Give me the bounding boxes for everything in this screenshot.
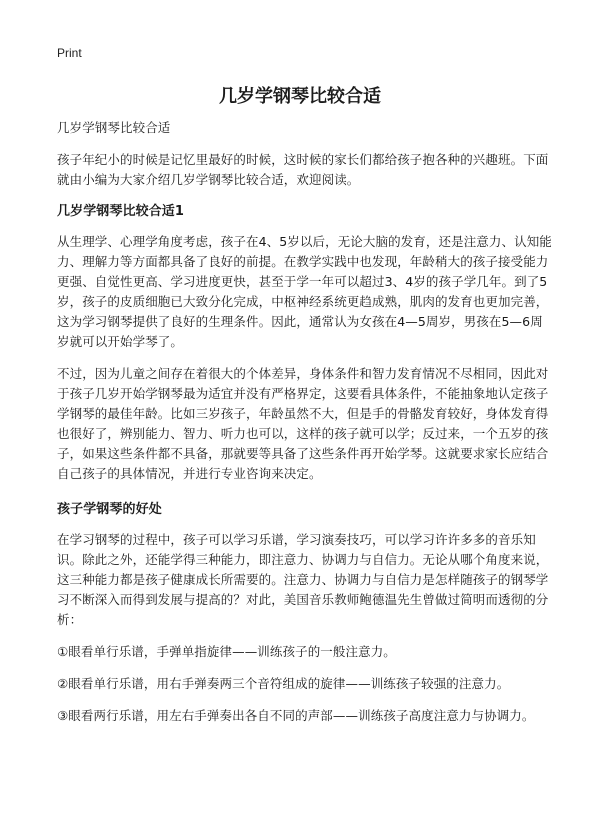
intro-paragraph: 孩子年纪小的时候是记忆里最好的时候，这时候的家长们都给孩子抱各种的兴趣班。下面就由小编为大家介绍几岁学钢琴比较合适，欢迎阅读。 [57, 152, 549, 187]
benefits-list-item-2: ②眼看单行乐谱，用右手弹奏两三个音符组成的旋律——训练孩子较强的注意力。 [57, 676, 510, 691]
benefits-paragraph-1: 在学习钢琴的过程中，孩子可以学习乐谱，学习演奏技巧，可以学习许许多多的音乐知识。除此之外，还能学得三种能力，即注意力、协调力与自信力。无论从哪个角度来说，这三种能力都是孩子健康成长所需要的。注意力、协调力与自信力是怎样随孩子的钢琴学习不断深入而得到发展与提高的？对此，美国音乐教师鲍德温先生曾做过简明而透彻的分析： [57, 532, 549, 627]
section-heading-age: 几岁学钢琴比较合适1 [57, 204, 185, 219]
section-heading-benefits: 孩子学钢琴的好处 [57, 502, 162, 517]
print-label: Print [57, 46, 82, 60]
benefits-list-item-3: ③眼看两行乐谱，用左右手弹奏出各自不同的声部——训练孩子高度注意力与协调力。 [57, 708, 535, 723]
document-title: 几岁学钢琴比较合适 [219, 86, 381, 107]
document-body [57, 118, 554, 738]
benefits-list-item-1: ①眼看单行乐谱，手弹单指旋律——训练孩子的一般注意力。 [57, 644, 396, 659]
document-subtitle: 几岁学钢琴比较合适 [57, 120, 171, 135]
age-paragraph-2: 不过，因为儿童之间存在着很大的个体差异，身体条件和智力发育情况不尽相同，因此对于孩子几岁开始学钢琴最为适宜并没有严格界定，这要看具体条件，不能抽象地认定孩子学钢琴的最佳年龄。比如三岁孩子，年龄虽然不大，但是手的骨骼发育较好，身体发育得也很好了，辨别能力、智力、听力也可以，这样的孩子就可以学；反过来，一个五岁的孩子，如果这些条件都不具备，那就要等具备了这些条件再开始学琴。这就要求家长应结合自己孩子的具体情况，并进行专业咨询来决定。 [57, 366, 549, 481]
age-paragraph-1: 从生理学、心理学角度考虑，孩子在4、5岁以后，无论大脑的发育，还是注意力、认知能力、理解力等方面都具备了良好的前提。在教学实践中也发现，年龄稍大的孩子接受能力更强、自觉性更高、学习进度更快，甚至于学一年可以超过3、4岁的孩子学几年。到了5岁，孩子的皮质细胞已大致分化完成，中枢神经系统更趋成熟，肌肉的发育也更加完善，这为学习钢琴提供了良好的生理条件。因此，通常认为女孩在4—5周岁，男孩在5—6周岁就可以开始学琴了。 [57, 234, 552, 349]
